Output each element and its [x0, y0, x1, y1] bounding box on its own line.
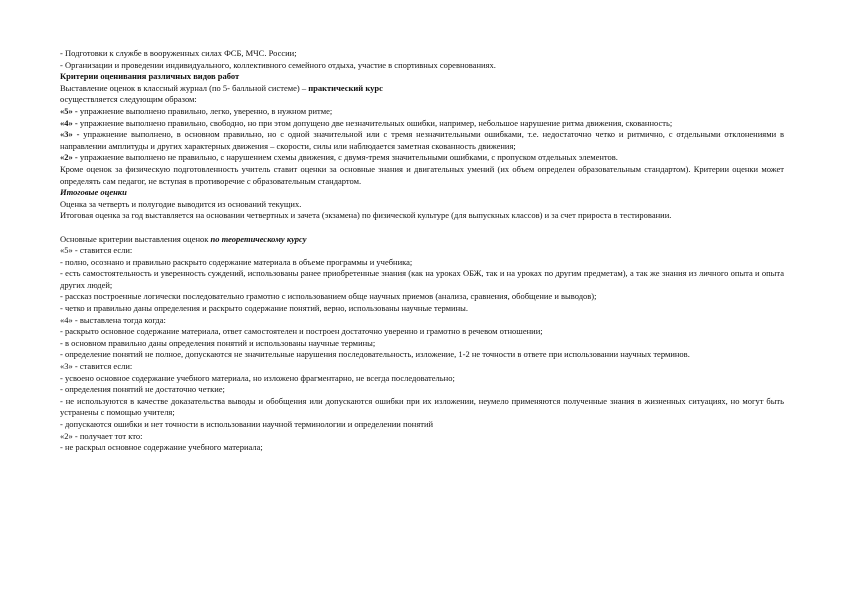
- list-item: - есть самостоятельность и уверенность суждений, использованы ранее приобретенные знания (как на уроках ОБЖ, так и на уроках по другим предметам), а так же знания из личного опыта и опыта других людей;: [60, 268, 784, 290]
- grade-heading: «5» - ставится если:: [60, 245, 133, 256]
- spacer: [60, 222, 784, 234]
- grade-paragraph: [60, 152, 784, 164]
- text-line: Оценка за четверть и полугодие выводится из оснований текущих.: [60, 198, 302, 209]
- list-item: - усвоено основное содержание учебного материала, но изложено фрагментарно, не всегда последовательно;: [60, 372, 455, 383]
- emphasis-span: практический курс: [308, 82, 383, 93]
- text-span: Выставление оценок в классный журнал (по 5- балльной системе) –: [60, 82, 309, 93]
- grade-heading: «2» - получает тот кто:: [60, 430, 143, 441]
- grade-text: упражнение выполнено правильно, легко, уверенно, в нужном ритме;: [79, 105, 333, 116]
- grade-text: упражнение выполнено не правильно, с нарушением схемы движения, с двумя-тремя значительными ошибками, с пропуском отдельных элементов.: [79, 152, 618, 163]
- list-item: - раскрыто основное содержание материала, ответ самостоятелен и построен достаточно уверенно и грамотно в речевом отношении;: [60, 326, 543, 337]
- list-item: - определение понятий не полное, допускаются не значительные нарушения последовательность, изложение, 1-2 не точности в ответе при использовании научных терминов.: [60, 349, 690, 360]
- grade-label: «3» -: [60, 129, 84, 140]
- grade-heading: «4» - выставлена тогда когда:: [60, 314, 166, 325]
- section-heading: [60, 234, 784, 246]
- grade-heading: «3» - ставится если:: [60, 361, 133, 372]
- grade-label: «5» -: [60, 105, 80, 116]
- list-item: - в основном правильно даны определения понятий и использованы научные термины;: [60, 337, 376, 348]
- text-paragraph: Итоговая оценка за год выставляется на основании четвертных и зачета (экзамена) по физической культуре (для выпускных классов) и за счет прироста в тестировании.: [60, 210, 672, 221]
- grade-label: «2» -: [60, 152, 80, 163]
- section-heading: Критерии оценивания различных видов работ: [60, 71, 240, 82]
- grade-paragraph: [60, 129, 784, 152]
- list-item: - полно, осознано и правильно раскрыто содержание материала в объеме программы и учебника;: [60, 256, 413, 267]
- grade-text: упражнение выполнено, в основном правильно, но с одной значительной или с тремя незначительными ошибками, т.е. недостаточно четко и ритмично, с отдельными отклонениями в направлении амплитуды и других характерных движения – скорости, силы или наблюдается заметная скованность движения;: [60, 129, 784, 151]
- list-item: - не раскрыл основное содержание учебного материала;: [60, 442, 263, 453]
- text-line: осуществляется следующим образом:: [60, 94, 197, 105]
- list-item: - не используются в качестве доказательства выводы и обобщения или допускаются ошибки при их изложении, неумело применяются полученные знания в жизненных ситуациях, но могут быть устранены с помощью учителя;: [60, 395, 784, 418]
- text-line: - Подготовки к службе в вооруженных силах ФСБ, МЧС. России;: [60, 48, 297, 58]
- grade-text: упражнение выполнено правильно, свободно, но при этом допущено две незначительных ошибки, например, небольшое нарушение ритма движения, скованность;: [79, 117, 673, 128]
- list-item: - допускаются ошибки и нет точности в использовании научной терминологии и определении понятий: [60, 419, 434, 429]
- document-body: [60, 48, 784, 454]
- text-line: [60, 83, 784, 95]
- text-span: Основные критерии выставления оценок: [60, 233, 211, 244]
- list-item: - четко и правильно даны определения и раскрыто содержание понятий, верно, использованы научные термины.: [60, 303, 468, 314]
- text-line: - Организации и проведении индивидуального, коллективного семейного отдыха, участие в спортивных соревнованиях.: [60, 59, 496, 70]
- list-item: - определения понятий не достаточно четкие;: [60, 384, 225, 395]
- list-item: - рассказ построенные логически последовательно грамотно с использованием обще научных приемов (анализа, сравнения, обобщение и выводов);: [60, 291, 597, 302]
- emphasis-span: по теоретическому курсу: [210, 233, 307, 244]
- grade-paragraph: [60, 118, 784, 130]
- section-heading: Итоговые оценки: [60, 187, 127, 198]
- grade-label: «4» -: [60, 117, 80, 128]
- grade-paragraph: [60, 106, 784, 118]
- text-paragraph: Кроме оценок за физическую подготовленность учитель ставит оценки за основные знания и двигательных умений (их объем определен образовательным стандартом). Критерии оценки может определять сам педагог, не вступая в противоречие с образовательным стандартом.: [60, 163, 784, 186]
